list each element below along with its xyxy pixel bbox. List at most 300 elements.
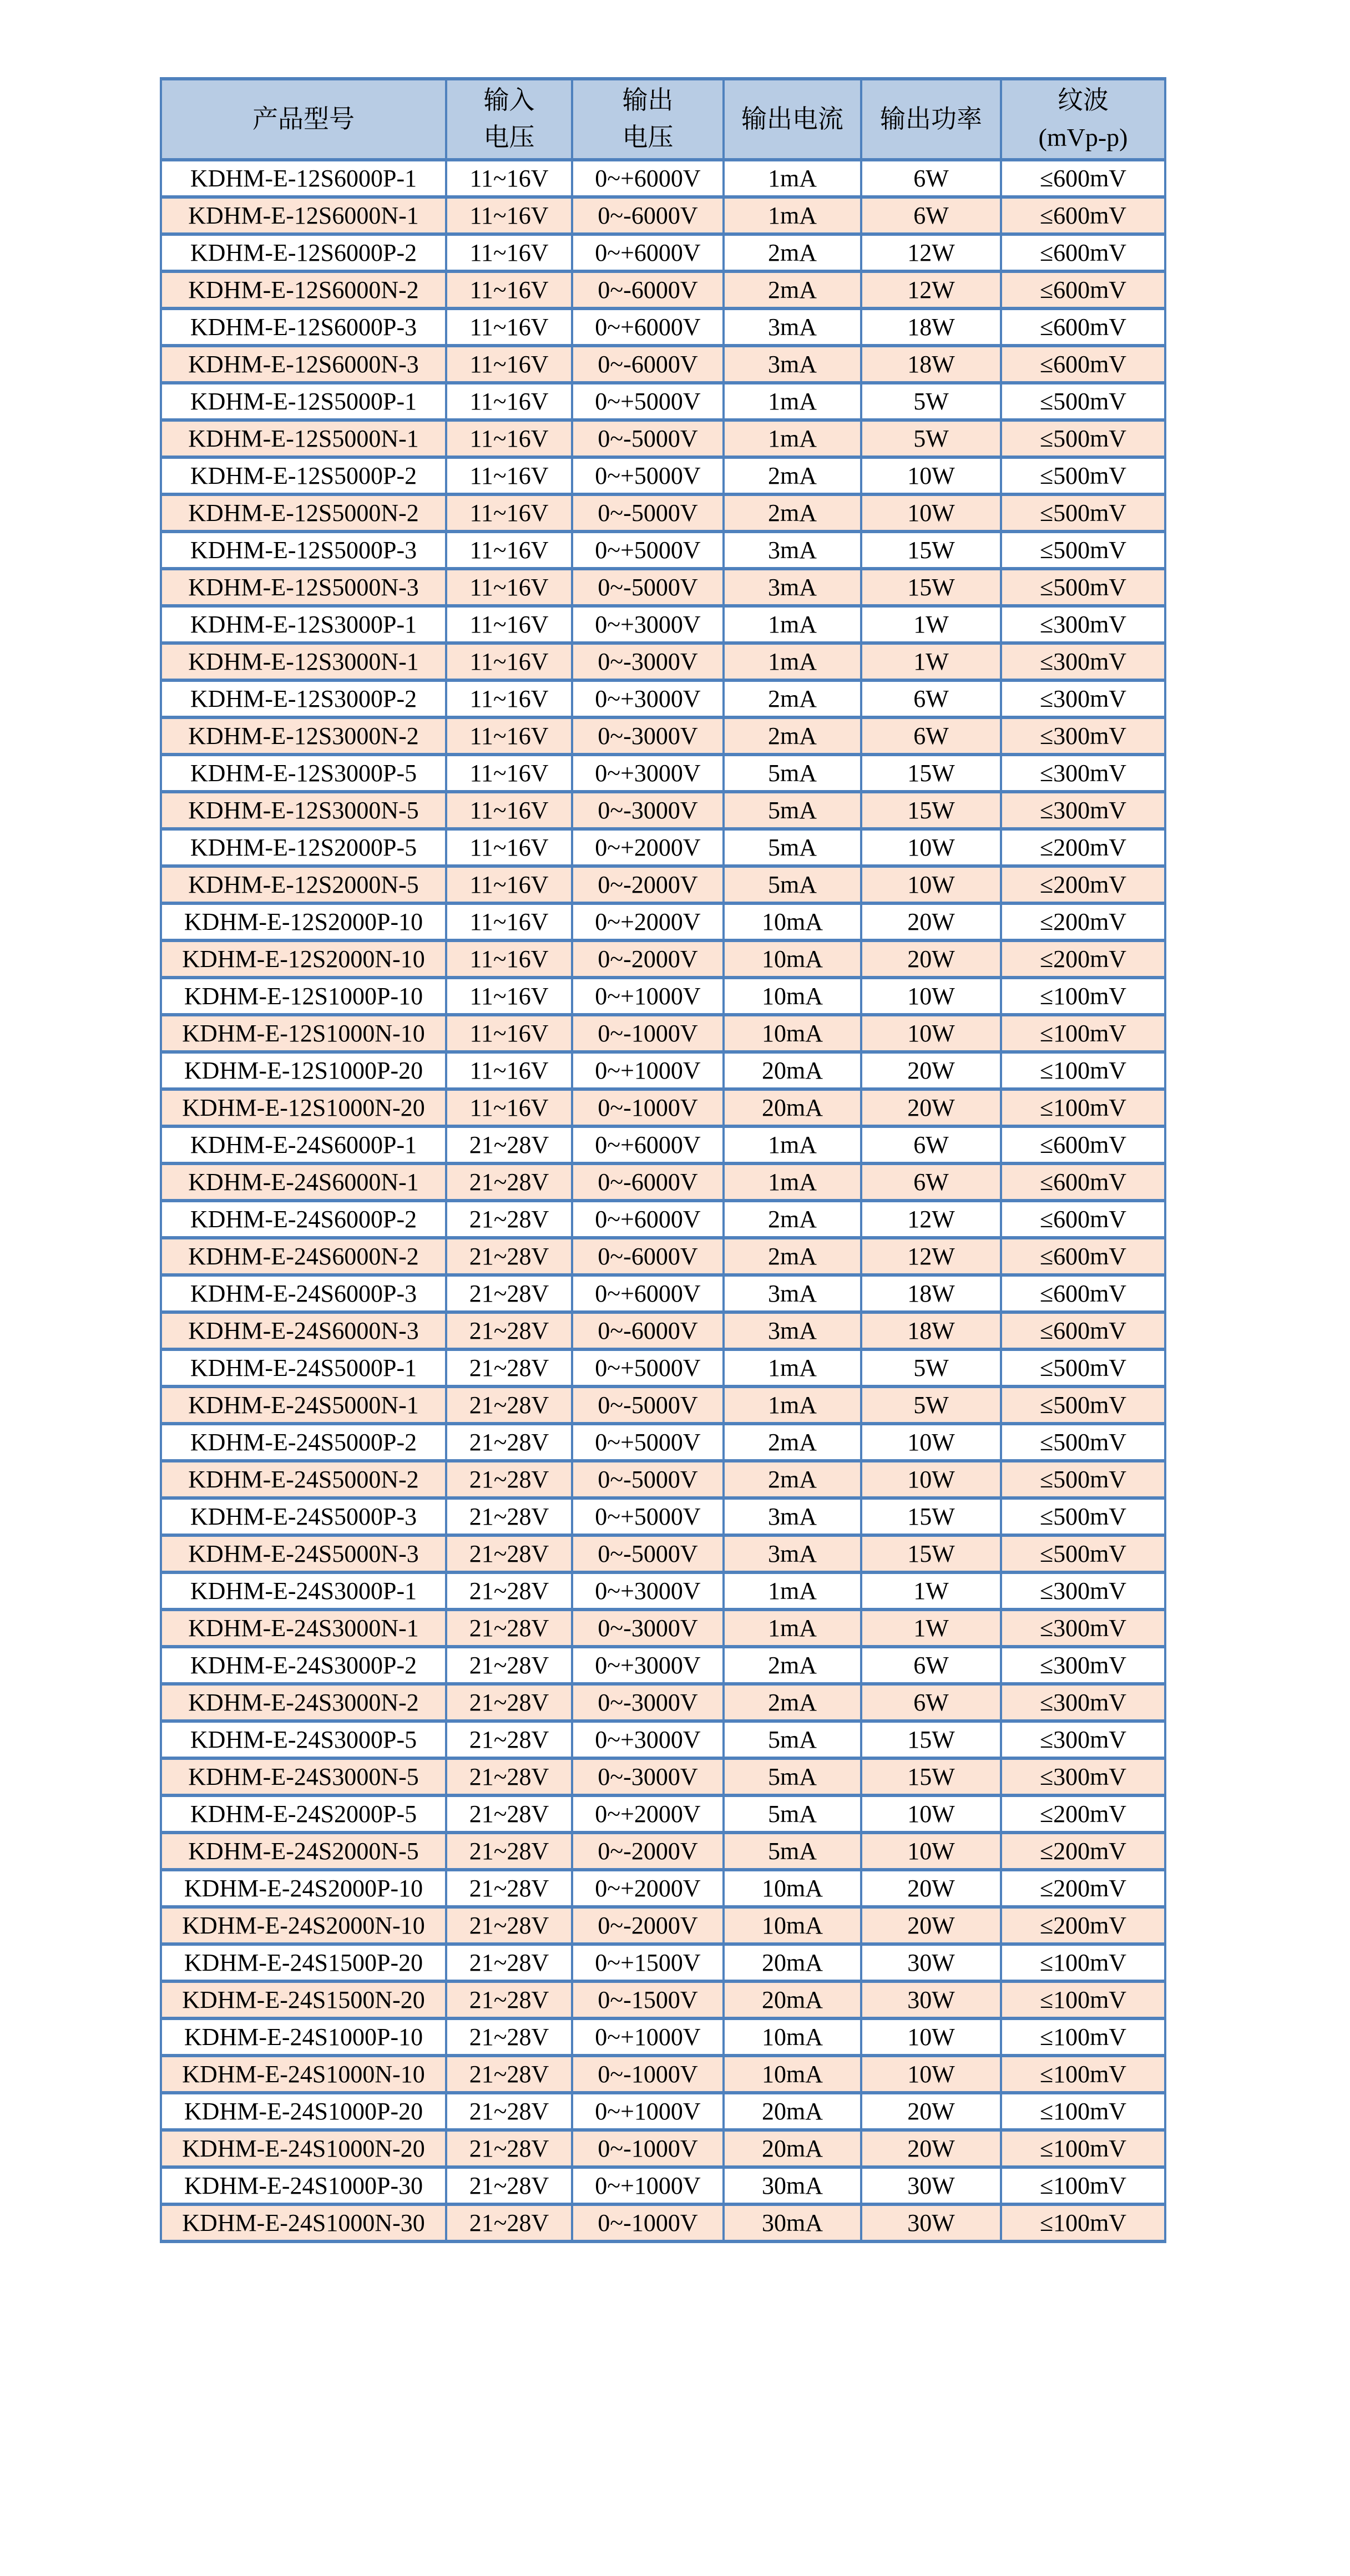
cell-output_current: 1mA	[724, 643, 861, 680]
cell-ripple: ≤500mV	[1001, 494, 1165, 532]
cell-ripple: ≤100mV	[1001, 1015, 1165, 1052]
table-row	[161, 569, 1165, 606]
cell-model: KDHM-E-24S3000N-1	[161, 1610, 446, 1647]
cell-output_power: 6W	[861, 1647, 1001, 1684]
cell-output_power: 10W	[861, 866, 1001, 903]
cell-output_voltage: 0~+5000V	[572, 457, 724, 494]
column-header-ripple-line: 纹波	[1058, 86, 1109, 115]
cell-output_voltage: 0~+6000V	[572, 308, 724, 346]
cell-input_voltage: 21~28V	[446, 1498, 572, 1535]
cell-output_voltage: 0~+3000V	[572, 606, 724, 643]
cell-output_power: 15W	[861, 755, 1001, 792]
cell-input_voltage: 11~16V	[446, 494, 572, 532]
cell-output_power: 5W	[861, 1386, 1001, 1424]
cell-ripple: ≤200mV	[1001, 1870, 1165, 1907]
cell-input_voltage: 21~28V	[446, 1684, 572, 1721]
table-row	[161, 271, 1165, 308]
cell-input_voltage: 21~28V	[446, 1610, 572, 1647]
cell-output_voltage: 0~-1500V	[572, 1981, 724, 2018]
cell-model: KDHM-E-24S6000N-3	[161, 1312, 446, 1349]
cell-output_power: 6W	[861, 160, 1001, 197]
table-row	[161, 1461, 1165, 1498]
cell-output_current: 2mA	[724, 1647, 861, 1684]
cell-output_current: 10mA	[724, 2056, 861, 2093]
table-row	[161, 1870, 1165, 1907]
cell-output_power: 15W	[861, 1535, 1001, 1572]
table-row	[161, 2204, 1165, 2241]
cell-output_current: 20mA	[724, 2093, 861, 2130]
cell-output_current: 10mA	[724, 2018, 861, 2056]
cell-output_voltage: 0~+1500V	[572, 1944, 724, 1981]
cell-output_current: 1mA	[724, 1386, 861, 1424]
column-header-input_voltage	[446, 79, 572, 160]
table-row	[161, 457, 1165, 494]
cell-output_power: 10W	[861, 1833, 1001, 1870]
cell-model: KDHM-E-24S6000P-2	[161, 1201, 446, 1238]
cell-model: KDHM-E-12S6000P-3	[161, 308, 446, 346]
header-row	[161, 79, 1165, 160]
cell-output_current: 20mA	[724, 2130, 861, 2167]
cell-input_voltage: 11~16V	[446, 160, 572, 197]
table-row	[161, 680, 1165, 717]
cell-model: KDHM-E-12S5000P-1	[161, 383, 446, 420]
cell-model: KDHM-E-12S1000P-20	[161, 1052, 446, 1089]
cell-output_power: 6W	[861, 1163, 1001, 1201]
cell-output_power: 5W	[861, 383, 1001, 420]
cell-ripple: ≤600mV	[1001, 160, 1165, 197]
cell-ripple: ≤100mV	[1001, 978, 1165, 1015]
cell-ripple: ≤100mV	[1001, 2167, 1165, 2204]
table-row	[161, 2167, 1165, 2204]
cell-input_voltage: 21~28V	[446, 1163, 572, 1201]
cell-output_power: 12W	[861, 271, 1001, 308]
cell-ripple: ≤600mV	[1001, 1126, 1165, 1163]
table-row	[161, 1126, 1165, 1163]
table-row	[161, 234, 1165, 271]
cell-input_voltage: 11~16V	[446, 234, 572, 271]
cell-output_current: 2mA	[724, 1238, 861, 1275]
cell-output_voltage: 0~+5000V	[572, 1424, 724, 1461]
cell-ripple: ≤100mV	[1001, 1944, 1165, 1981]
cell-output_power: 12W	[861, 234, 1001, 271]
cell-ripple: ≤300mV	[1001, 1684, 1165, 1721]
cell-input_voltage: 21~28V	[446, 1238, 572, 1275]
table-row	[161, 903, 1165, 940]
cell-output_current: 2mA	[724, 457, 861, 494]
table-row	[161, 2018, 1165, 2056]
cell-output_power: 15W	[861, 1498, 1001, 1535]
column-header-model	[161, 79, 446, 160]
cell-output_current: 10mA	[724, 903, 861, 940]
cell-model: KDHM-E-24S6000P-1	[161, 1126, 446, 1163]
cell-output_current: 1mA	[724, 1610, 861, 1647]
cell-model: KDHM-E-12S3000P-1	[161, 606, 446, 643]
cell-output_voltage: 0~-6000V	[572, 1163, 724, 1201]
cell-output_voltage: 0~-5000V	[572, 1535, 724, 1572]
cell-output_power: 1W	[861, 1610, 1001, 1647]
cell-output_power: 20W	[861, 903, 1001, 940]
cell-ripple: ≤500mV	[1001, 1349, 1165, 1386]
cell-ripple: ≤600mV	[1001, 1238, 1165, 1275]
cell-input_voltage: 11~16V	[446, 866, 572, 903]
table-row	[161, 1833, 1165, 1870]
cell-model: KDHM-E-24S1000P-20	[161, 2093, 446, 2130]
cell-output_power: 20W	[861, 1089, 1001, 1126]
cell-input_voltage: 11~16V	[446, 606, 572, 643]
cell-output_power: 5W	[861, 420, 1001, 457]
cell-output_voltage: 0~-6000V	[572, 346, 724, 383]
cell-output_voltage: 0~-5000V	[572, 1386, 724, 1424]
cell-ripple: ≤100mV	[1001, 2056, 1165, 2093]
cell-output_current: 5mA	[724, 755, 861, 792]
table-row	[161, 1163, 1165, 1201]
cell-output_power: 10W	[861, 1015, 1001, 1052]
cell-output_current: 2mA	[724, 1424, 861, 1461]
cell-model: KDHM-E-12S6000P-2	[161, 234, 446, 271]
product-spec-table	[160, 77, 1166, 2243]
cell-model: KDHM-E-12S1000N-20	[161, 1089, 446, 1126]
cell-output_current: 2mA	[724, 271, 861, 308]
cell-model: KDHM-E-24S5000P-3	[161, 1498, 446, 1535]
cell-ripple: ≤200mV	[1001, 1795, 1165, 1833]
table-row	[161, 643, 1165, 680]
cell-output_current: 3mA	[724, 1312, 861, 1349]
cell-input_voltage: 11~16V	[446, 755, 572, 792]
cell-output_power: 15W	[861, 792, 1001, 829]
table-row	[161, 308, 1165, 346]
cell-output_voltage: 0~+3000V	[572, 680, 724, 717]
cell-output_current: 20mA	[724, 1981, 861, 2018]
cell-input_voltage: 21~28V	[446, 1424, 572, 1461]
cell-output_voltage: 0~-3000V	[572, 1758, 724, 1795]
table-row	[161, 1201, 1165, 1238]
cell-input_voltage: 11~16V	[446, 420, 572, 457]
cell-input_voltage: 21~28V	[446, 2056, 572, 2093]
cell-input_voltage: 11~16V	[446, 717, 572, 755]
cell-input_voltage: 21~28V	[446, 2130, 572, 2167]
cell-input_voltage: 11~16V	[446, 532, 572, 569]
table-row	[161, 2093, 1165, 2130]
column-header-output_power	[861, 79, 1001, 160]
column-header-output_voltage	[572, 79, 724, 160]
cell-output_voltage: 0~-6000V	[572, 271, 724, 308]
cell-model: KDHM-E-24S1000N-30	[161, 2204, 446, 2241]
table-row	[161, 940, 1165, 978]
cell-model: KDHM-E-24S1000P-10	[161, 2018, 446, 2056]
cell-ripple: ≤300mV	[1001, 717, 1165, 755]
cell-ripple: ≤600mV	[1001, 1312, 1165, 1349]
cell-model: KDHM-E-12S5000P-2	[161, 457, 446, 494]
table-row	[161, 1312, 1165, 1349]
table-row	[161, 1981, 1165, 2018]
table-row	[161, 755, 1165, 792]
cell-input_voltage: 21~28V	[446, 1312, 572, 1349]
cell-output_current: 5mA	[724, 1721, 861, 1758]
cell-model: KDHM-E-12S1000N-10	[161, 1015, 446, 1052]
cell-output_current: 2mA	[724, 1201, 861, 1238]
cell-output_current: 10mA	[724, 978, 861, 1015]
cell-input_voltage: 11~16V	[446, 308, 572, 346]
cell-output_voltage: 0~+3000V	[572, 1721, 724, 1758]
cell-input_voltage: 21~28V	[446, 2093, 572, 2130]
cell-ripple: ≤300mV	[1001, 1721, 1165, 1758]
cell-output_current: 5mA	[724, 1833, 861, 1870]
cell-output_current: 5mA	[724, 792, 861, 829]
table-row	[161, 1498, 1165, 1535]
cell-output_power: 30W	[861, 2167, 1001, 2204]
cell-output_voltage: 0~-1000V	[572, 2130, 724, 2167]
cell-input_voltage: 21~28V	[446, 1833, 572, 1870]
cell-output_power: 6W	[861, 1684, 1001, 1721]
cell-output_current: 3mA	[724, 346, 861, 383]
table-row	[161, 978, 1165, 1015]
cell-model: KDHM-E-24S1000N-10	[161, 2056, 446, 2093]
cell-ripple: ≤500mV	[1001, 1386, 1165, 1424]
cell-model: KDHM-E-12S6000N-3	[161, 346, 446, 383]
cell-ripple: ≤600mV	[1001, 1201, 1165, 1238]
cell-output_current: 1mA	[724, 1126, 861, 1163]
cell-input_voltage: 11~16V	[446, 271, 572, 308]
cell-ripple: ≤300mV	[1001, 792, 1165, 829]
cell-output_power: 30W	[861, 2204, 1001, 2241]
cell-ripple: ≤300mV	[1001, 1758, 1165, 1795]
table-row	[161, 1052, 1165, 1089]
cell-ripple: ≤300mV	[1001, 606, 1165, 643]
cell-input_voltage: 21~28V	[446, 1907, 572, 1944]
cell-output_voltage: 0~-3000V	[572, 643, 724, 680]
cell-output_current: 30mA	[724, 2167, 861, 2204]
table-row	[161, 1610, 1165, 1647]
cell-output_voltage: 0~+6000V	[572, 160, 724, 197]
cell-model: KDHM-E-24S1500N-20	[161, 1981, 446, 2018]
cell-output_power: 15W	[861, 569, 1001, 606]
cell-model: KDHM-E-24S1000N-20	[161, 2130, 446, 2167]
table-row	[161, 1535, 1165, 1572]
cell-output_voltage: 0~-3000V	[572, 1610, 724, 1647]
cell-output_voltage: 0~+6000V	[572, 1275, 724, 1312]
cell-output_voltage: 0~-2000V	[572, 1833, 724, 1870]
cell-ripple: ≤100mV	[1001, 2130, 1165, 2167]
cell-ripple: ≤100mV	[1001, 1089, 1165, 1126]
cell-output_voltage: 0~+3000V	[572, 755, 724, 792]
cell-ripple: ≤500mV	[1001, 383, 1165, 420]
cell-model: KDHM-E-12S2000P-5	[161, 829, 446, 866]
table-body	[161, 160, 1165, 2241]
cell-output_voltage: 0~-3000V	[572, 792, 724, 829]
cell-model: KDHM-E-24S2000N-10	[161, 1907, 446, 1944]
cell-model: KDHM-E-24S2000P-10	[161, 1870, 446, 1907]
cell-output_power: 15W	[861, 532, 1001, 569]
cell-model: KDHM-E-24S1500P-20	[161, 1944, 446, 1981]
cell-output_voltage: 0~-1000V	[572, 1089, 724, 1126]
cell-output_voltage: 0~+2000V	[572, 903, 724, 940]
cell-output_current: 3mA	[724, 308, 861, 346]
column-header-output_voltage-line: 电压	[622, 123, 674, 151]
cell-input_voltage: 11~16V	[446, 940, 572, 978]
cell-output_power: 1W	[861, 606, 1001, 643]
cell-model: KDHM-E-12S5000N-3	[161, 569, 446, 606]
cell-model: KDHM-E-12S6000N-2	[161, 271, 446, 308]
cell-output_current: 10mA	[724, 940, 861, 978]
column-header-ripple	[1001, 79, 1165, 160]
cell-output_voltage: 0~+2000V	[572, 1795, 724, 1833]
cell-input_voltage: 21~28V	[446, 2204, 572, 2241]
table-header-row	[161, 79, 1165, 160]
cell-output_power: 10W	[861, 2056, 1001, 2093]
cell-ripple: ≤600mV	[1001, 308, 1165, 346]
cell-input_voltage: 21~28V	[446, 1572, 572, 1610]
cell-output_voltage: 0~+1000V	[572, 978, 724, 1015]
cell-output_voltage: 0~+2000V	[572, 1870, 724, 1907]
cell-output_voltage: 0~-6000V	[572, 1312, 724, 1349]
cell-output_power: 6W	[861, 1126, 1001, 1163]
cell-output_power: 15W	[861, 1721, 1001, 1758]
cell-ripple: ≤200mV	[1001, 1833, 1165, 1870]
cell-input_voltage: 11~16V	[446, 457, 572, 494]
cell-input_voltage: 11~16V	[446, 903, 572, 940]
cell-model: KDHM-E-24S6000N-1	[161, 1163, 446, 1201]
table-row	[161, 717, 1165, 755]
table-row	[161, 197, 1165, 234]
cell-output_current: 2mA	[724, 717, 861, 755]
cell-output_voltage: 0~-5000V	[572, 1461, 724, 1498]
cell-input_voltage: 21~28V	[446, 1758, 572, 1795]
cell-model: KDHM-E-24S3000N-2	[161, 1684, 446, 1721]
cell-output_voltage: 0~+6000V	[572, 234, 724, 271]
cell-input_voltage: 11~16V	[446, 197, 572, 234]
cell-ripple: ≤600mV	[1001, 1163, 1165, 1201]
table-row	[161, 1795, 1165, 1833]
table-row	[161, 160, 1165, 197]
cell-output_voltage: 0~-5000V	[572, 420, 724, 457]
table-row	[161, 1684, 1165, 1721]
cell-output_power: 6W	[861, 680, 1001, 717]
product-spec-table-container	[160, 77, 1166, 2243]
cell-output_power: 20W	[861, 1870, 1001, 1907]
cell-output_power: 10W	[861, 2018, 1001, 2056]
cell-output_power: 10W	[861, 1795, 1001, 1833]
cell-output_power: 20W	[861, 940, 1001, 978]
cell-output_power: 20W	[861, 2093, 1001, 2130]
cell-output_voltage: 0~-2000V	[572, 1907, 724, 1944]
cell-ripple: ≤600mV	[1001, 1275, 1165, 1312]
table-row	[161, 1349, 1165, 1386]
cell-output_power: 5W	[861, 1349, 1001, 1386]
table-row	[161, 1572, 1165, 1610]
cell-output_current: 3mA	[724, 569, 861, 606]
cell-output_voltage: 0~+2000V	[572, 829, 724, 866]
cell-ripple: ≤500mV	[1001, 1424, 1165, 1461]
cell-output_power: 10W	[861, 978, 1001, 1015]
table-row	[161, 2056, 1165, 2093]
cell-input_voltage: 11~16V	[446, 569, 572, 606]
cell-output_current: 10mA	[724, 1015, 861, 1052]
cell-input_voltage: 11~16V	[446, 1089, 572, 1126]
cell-model: KDHM-E-12S3000N-5	[161, 792, 446, 829]
cell-input_voltage: 11~16V	[446, 643, 572, 680]
cell-model: KDHM-E-24S5000P-1	[161, 1349, 446, 1386]
table-row	[161, 1015, 1165, 1052]
table-row	[161, 1647, 1165, 1684]
cell-ripple: ≤200mV	[1001, 1907, 1165, 1944]
cell-output_voltage: 0~+1000V	[572, 2093, 724, 2130]
cell-output_power: 6W	[861, 197, 1001, 234]
cell-output_power: 18W	[861, 1312, 1001, 1349]
cell-model: KDHM-E-24S1000P-30	[161, 2167, 446, 2204]
cell-input_voltage: 21~28V	[446, 2018, 572, 2056]
cell-output_power: 10W	[861, 1461, 1001, 1498]
table-row	[161, 420, 1165, 457]
cell-output_current: 1mA	[724, 383, 861, 420]
cell-ripple: ≤100mV	[1001, 1052, 1165, 1089]
table-row	[161, 1424, 1165, 1461]
cell-output_current: 1mA	[724, 197, 861, 234]
cell-model: KDHM-E-12S6000P-1	[161, 160, 446, 197]
cell-output_voltage: 0~+5000V	[572, 1498, 724, 1535]
cell-model: KDHM-E-12S3000P-2	[161, 680, 446, 717]
cell-ripple: ≤600mV	[1001, 234, 1165, 271]
table-row	[161, 532, 1165, 569]
cell-model: KDHM-E-12S6000N-1	[161, 197, 446, 234]
cell-model: KDHM-E-12S1000P-10	[161, 978, 446, 1015]
cell-ripple: ≤100mV	[1001, 1981, 1165, 2018]
column-header-output_voltage-line: 输出	[622, 86, 674, 115]
cell-ripple: ≤500mV	[1001, 1535, 1165, 1572]
table-row	[161, 1758, 1165, 1795]
cell-input_voltage: 21~28V	[446, 1981, 572, 2018]
cell-output_current: 1mA	[724, 420, 861, 457]
cell-model: KDHM-E-24S5000P-2	[161, 1424, 446, 1461]
cell-ripple: ≤100mV	[1001, 2204, 1165, 2241]
cell-input_voltage: 21~28V	[446, 1647, 572, 1684]
cell-output_current: 5mA	[724, 1758, 861, 1795]
cell-ripple: ≤300mV	[1001, 1572, 1165, 1610]
cell-input_voltage: 21~28V	[446, 1201, 572, 1238]
cell-input_voltage: 21~28V	[446, 1349, 572, 1386]
table-row	[161, 1238, 1165, 1275]
cell-output_power: 20W	[861, 2130, 1001, 2167]
cell-input_voltage: 21~28V	[446, 1386, 572, 1424]
cell-output_voltage: 0~-1000V	[572, 1015, 724, 1052]
cell-input_voltage: 21~28V	[446, 1461, 572, 1498]
cell-input_voltage: 11~16V	[446, 978, 572, 1015]
cell-output_current: 1mA	[724, 160, 861, 197]
cell-output_current: 2mA	[724, 1684, 861, 1721]
cell-input_voltage: 21~28V	[446, 2167, 572, 2204]
table-row	[161, 1386, 1165, 1424]
cell-output_power: 10W	[861, 1424, 1001, 1461]
cell-ripple: ≤500mV	[1001, 1498, 1165, 1535]
cell-input_voltage: 21~28V	[446, 1126, 572, 1163]
cell-model: KDHM-E-24S5000N-3	[161, 1535, 446, 1572]
column-header-input_voltage-line: 输入	[483, 86, 535, 115]
cell-model: KDHM-E-12S5000N-2	[161, 494, 446, 532]
cell-ripple: ≤200mV	[1001, 866, 1165, 903]
cell-output_voltage: 0~-2000V	[572, 866, 724, 903]
column-header-output_power-line: 输出功率	[880, 104, 982, 133]
cell-output_voltage: 0~+5000V	[572, 1349, 724, 1386]
cell-output_voltage: 0~+6000V	[572, 1126, 724, 1163]
table-row	[161, 829, 1165, 866]
cell-output_power: 10W	[861, 457, 1001, 494]
cell-input_voltage: 11~16V	[446, 792, 572, 829]
cell-ripple: ≤200mV	[1001, 903, 1165, 940]
cell-output_voltage: 0~-1000V	[572, 2204, 724, 2241]
cell-input_voltage: 21~28V	[446, 1535, 572, 1572]
cell-model: KDHM-E-24S5000N-1	[161, 1386, 446, 1424]
column-header-ripple-line: (mVp-p)	[1038, 123, 1128, 151]
cell-output_current: 3mA	[724, 1535, 861, 1572]
